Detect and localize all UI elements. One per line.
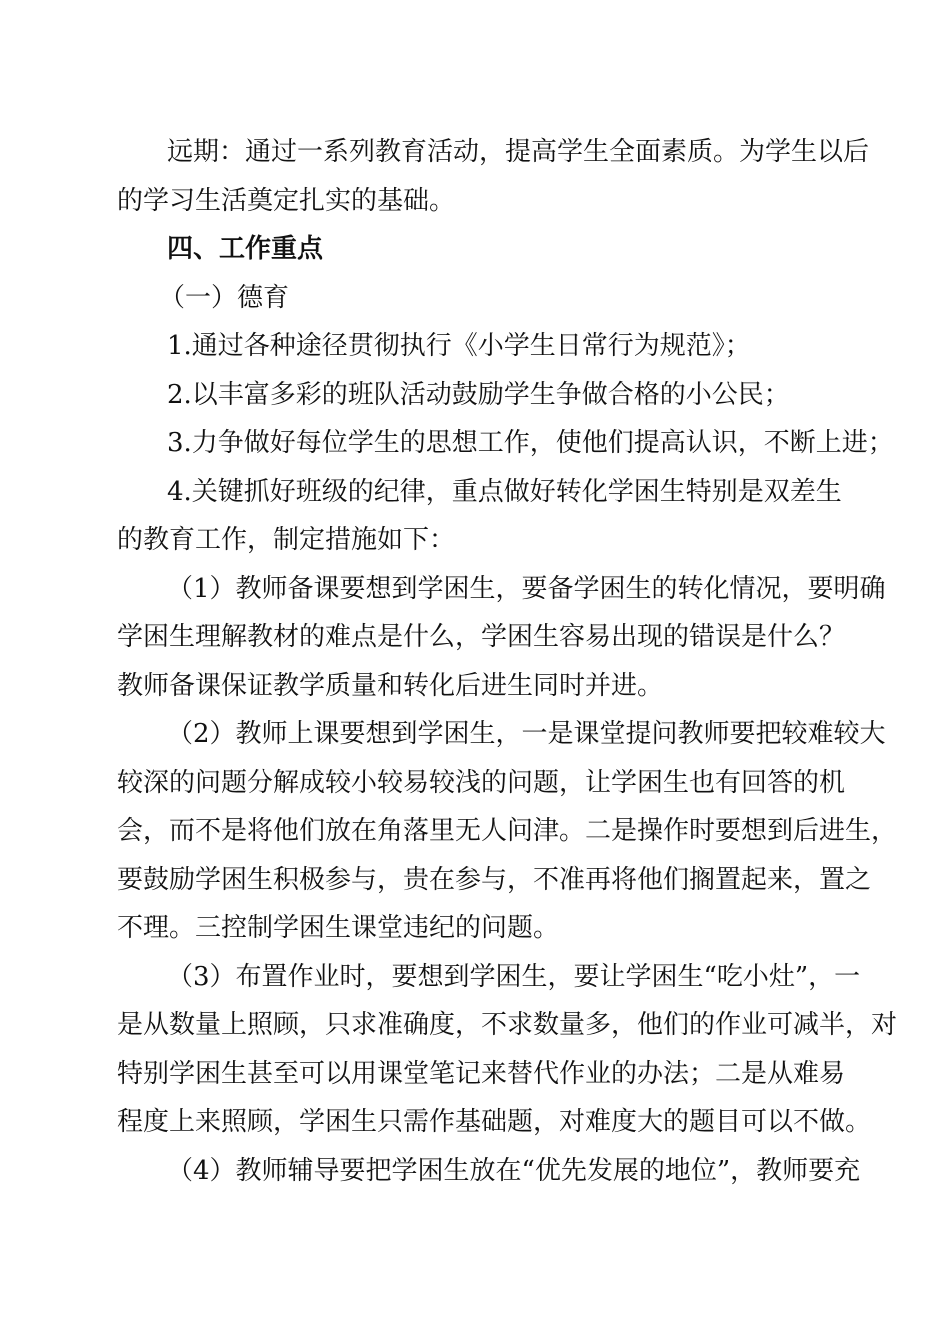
subsection-heading [117, 274, 837, 323]
text-line: 3.力争做好每位学生的思想工作，使他们提高认识，不断上进； [167, 428, 894, 458]
text-line: （4）教师辅导要把学困生放在“优先发展的地位”，教师要充 [167, 1155, 861, 1186]
measure-1 [117, 565, 886, 711]
text-line: 要鼓励学困生积极参与，贵在参与，不准再将他们搁置起来，置之 [117, 864, 872, 895]
list-item-1 [117, 322, 837, 371]
text-line: 的学习生活奠定扎实的基础。 [117, 185, 456, 216]
text-line: 1.通过各种途径贯彻执行《小学生日常行为规范》； [167, 331, 751, 361]
measure-2 [117, 710, 898, 953]
text-line: 会，而不是将他们放在角落里无人问津。二是操作时要想到后进生， [117, 816, 898, 846]
list-item-3 [117, 419, 894, 468]
section-heading [117, 225, 837, 274]
text-line: 较深的问题分解成较小较易较浅的问题，让学困生也有回答的机 [117, 767, 846, 798]
text-line: 4.关键抓好班级的纪律，重点做好转化学困生特别是双差生 [167, 476, 842, 507]
text-line: （2）教师上课要想到学困生，一是课堂提问教师要把较难较大 [167, 719, 886, 749]
text-line: 远期：通过一系列教育活动，提高学生全面素质。为学生以后 [167, 137, 870, 167]
text-line: 不理。三控制学困生课堂违纪的问题。 [117, 913, 560, 943]
text-line: 特别学困生甚至可以用课堂笔记来替代作业的办法；二是从难易 [117, 1058, 846, 1089]
heading-text: （一）德育 [159, 282, 290, 313]
paragraph-long-term-goal [117, 128, 870, 225]
text-line: 学困生理解教材的难点是什么，学困生容易出现的错误是什么？ [117, 622, 846, 652]
text-line: 教师备课保证教学质量和转化后进生同时并进。 [117, 670, 664, 701]
text-line: （3）布置作业时，要想到学困生，要让学困生“吃小灶”，一 [167, 961, 861, 992]
measure-4 [117, 1147, 861, 1196]
heading-text: 四、工作重点 [167, 234, 324, 264]
text-line: 程度上来照顾，学困生只需作基础题，对难度大的题目可以不做。 [117, 1107, 872, 1137]
text-line: 是从数量上照顾，只求准确度，不求数量多，他们的作业可减半，对 [117, 1010, 898, 1040]
measure-3 [117, 953, 898, 1147]
text-line: 的教育工作，制定措施如下： [117, 525, 456, 555]
text-line: （1）教师备课要想到学困生，要备学困生的转化情况，要明确 [167, 573, 886, 604]
list-item-4 [117, 468, 842, 565]
list-item-2 [117, 371, 837, 420]
text-line: 2.以丰富多彩的班队活动鼓励学生争做合格的小公民； [167, 379, 790, 410]
document-body [117, 128, 898, 1195]
